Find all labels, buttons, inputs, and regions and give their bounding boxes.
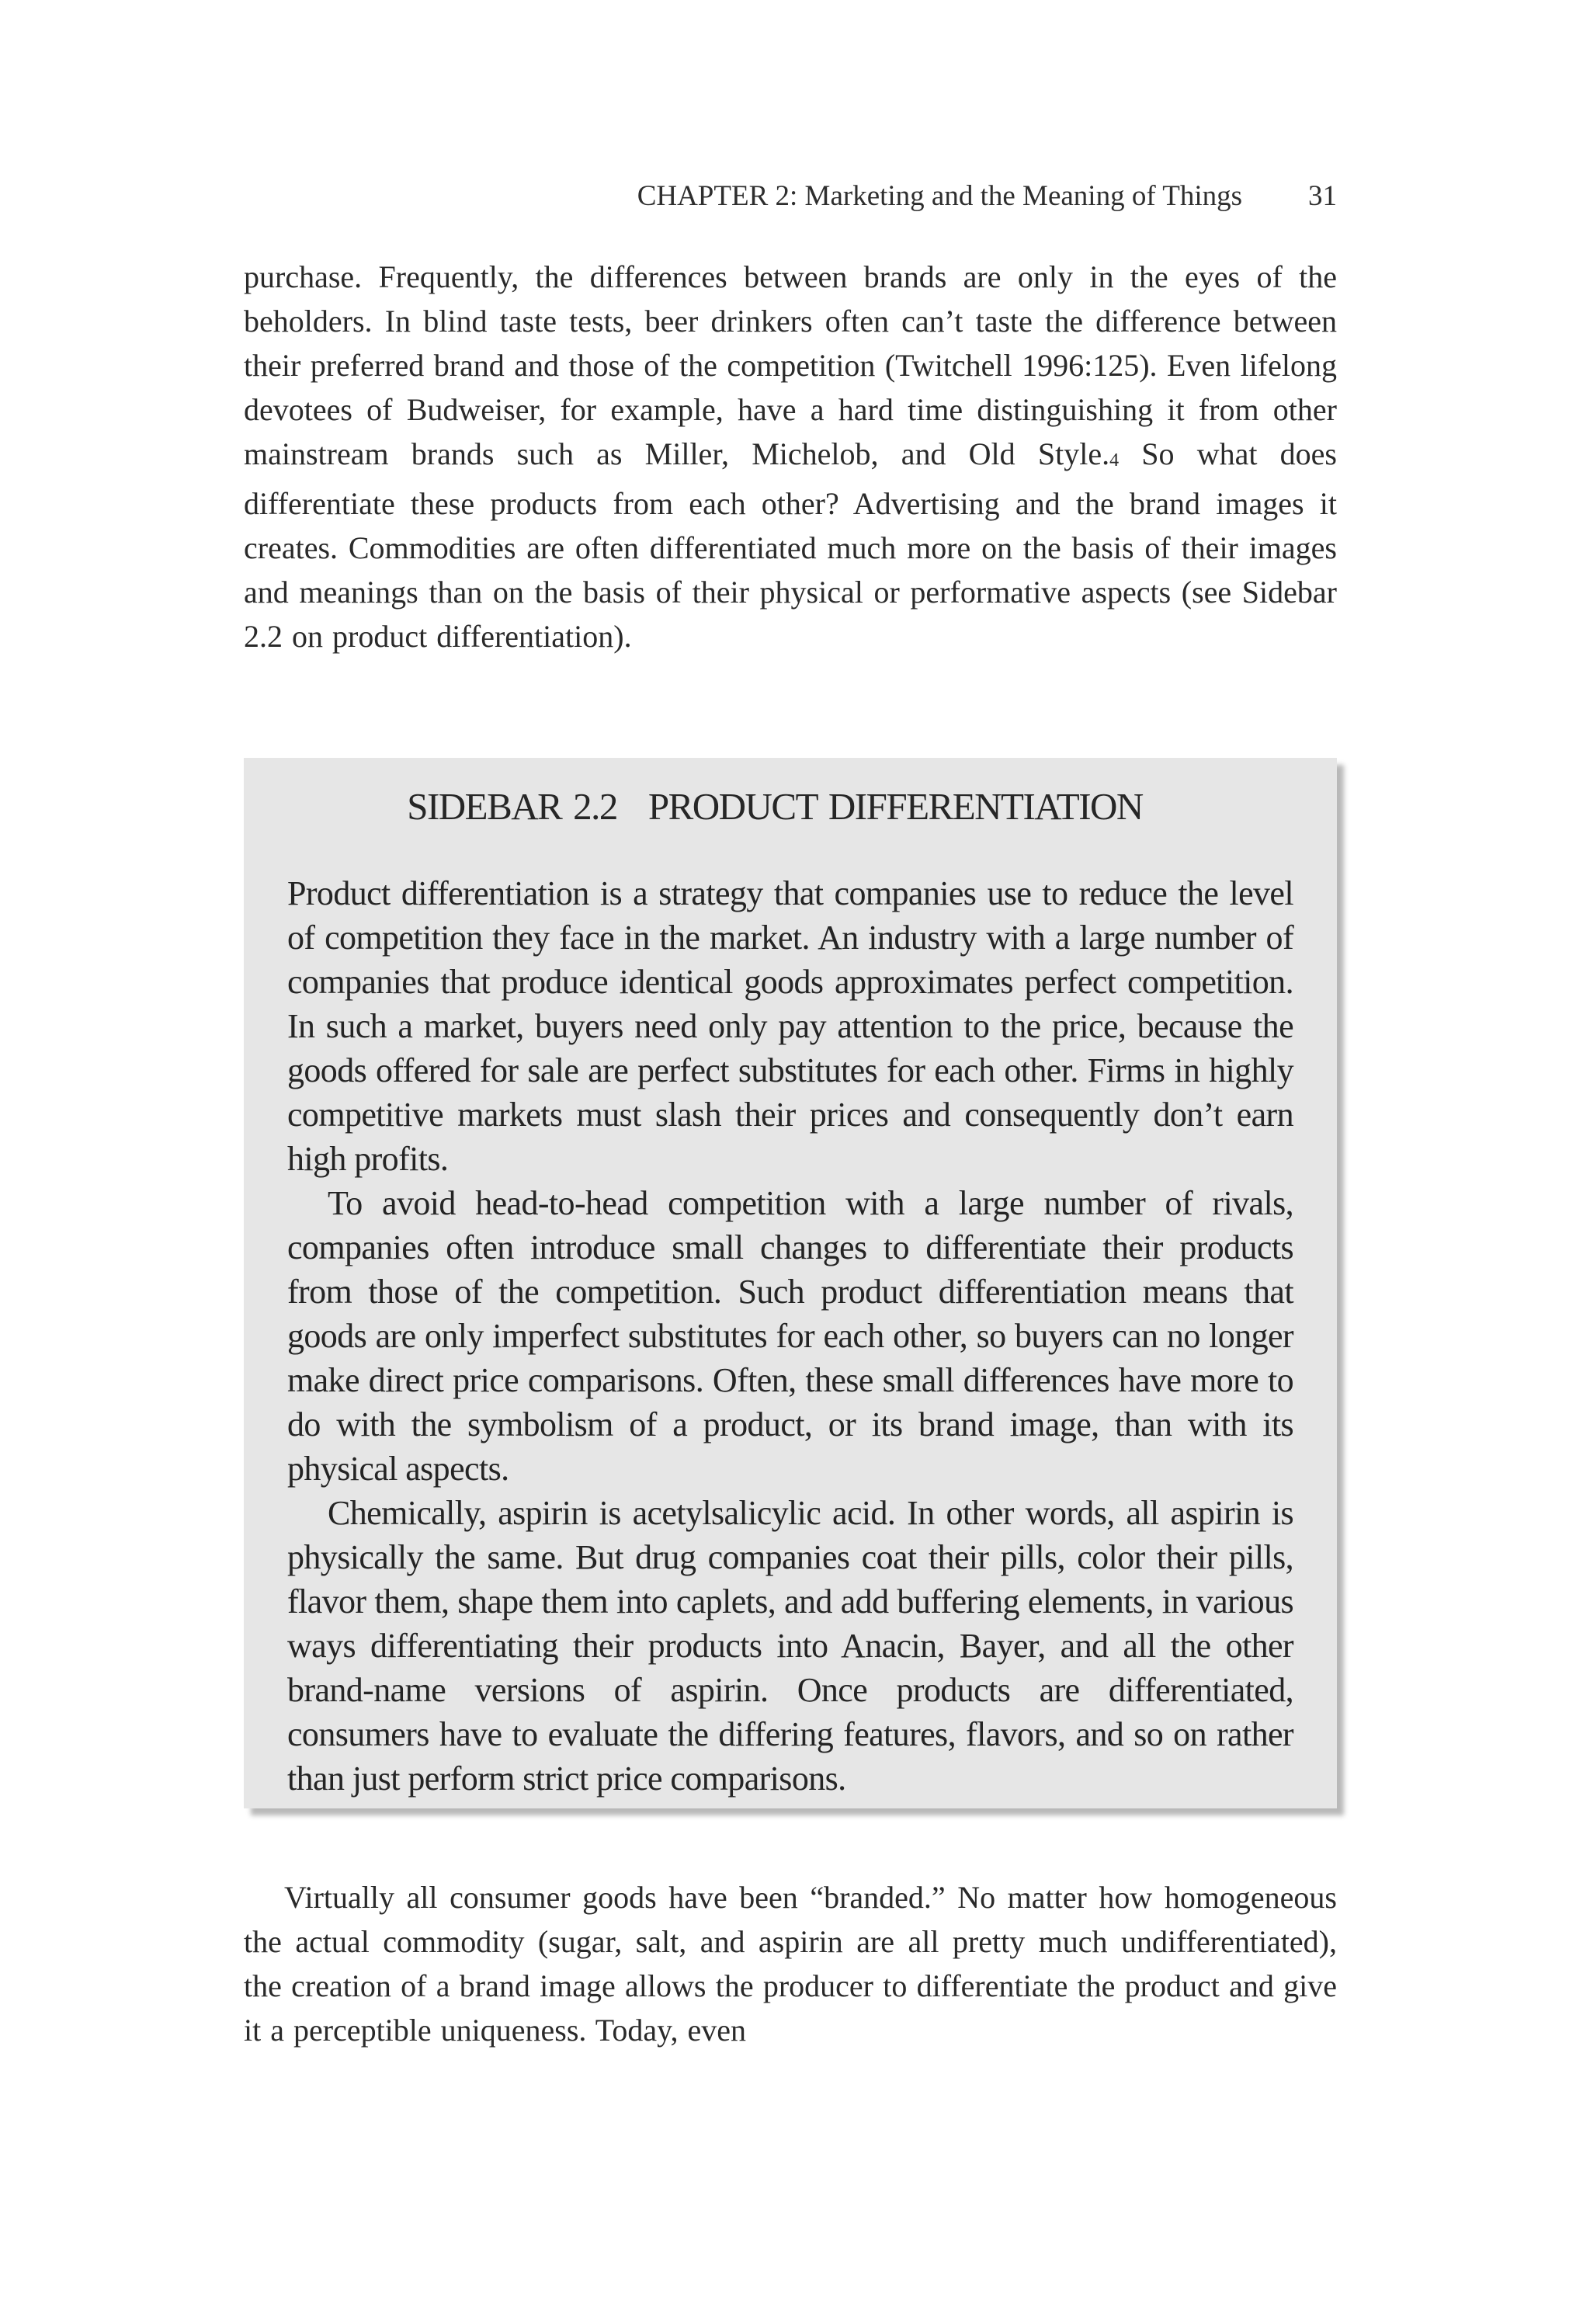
paragraph-text-continued: So what does differentiate these products from each other? Advertising and the brand images it creates. Commodities are often differentiated much more on the basis of their images and meanings than on the basis of their physical or performative aspects (see Sidebar 2.2 on product differentiation). [244, 436, 1337, 654]
sidebar-paragraph: Product differentiation is a strategy that companies use to reduce the level of competition they face in the market. An industry with a large number of companies that produce identical goods approximates perfect competition. In such a market, buyers need only pay attention to the price, because the goods offered for sale are perfect substitutes for each other. Firms in highly competitive markets must slash their prices and consequently don’t earn high profits. [287, 874, 1293, 1178]
sidebar-heading [287, 780, 1293, 834]
paragraph [244, 255, 1337, 658]
paragraph-text: purchase. Frequently, the differences between brands are only in the eyes of the beholders. In blind taste tests, beer drinkers often can’t taste the difference between their preferred brand and those of the competition (Twitchell 1996:125). Even lifelong devotees of Budweiser, for example, have a hard time distinguishing it from other mainstream brands such as Miller, Michelob, and Old Style. [244, 259, 1337, 471]
sidebar-paragraph: To avoid head-to-head competition with a large number of rivals, companies often introduce small changes to differentiate their products from those of the competition. Such product differentiation means that goods are only imperfect substitutes for each other, so buyers can no longer make direct price comparisons. Often, these small differences have more to do with the symbolism of a product, or its brand image, than with its physical aspects. [287, 1184, 1293, 1488]
body-text-bottom [244, 1875, 1337, 2052]
chapter-title: CHAPTER 2: Marketing and the Meaning of Things [637, 180, 1242, 212]
body-text-top [244, 255, 1337, 658]
sidebar-paragraph: Chemically, aspirin is acetylsalicylic acid. In other words, all aspirin is physically the same. But drug companies coat their pills, color their pills, flavor them, shape them into caplets, and add buffering elements, in various ways differentiating their products into Anacin, Bayer, and all the other brand-name versions of aspirin. Once products are differentiated, consumers have to evaluate the differing features, flavors, and so on rather than just perform strict price comparisons. [287, 1494, 1293, 1798]
sidebar-title: PRODUCT DIFFERENTIATION [647, 785, 1143, 828]
sidebar-label: SIDEBAR 2.2 [407, 785, 617, 828]
endnote-reference[interactable]: 4 [1109, 450, 1120, 471]
sidebar-body [287, 871, 1293, 1801]
paragraph: Virtually all consumer goods have been “branded.” No matter how homogeneous the actual commodity (sugar, salt, and aspirin are all pretty much undifferentiated), the creation of a brand image allows the producer to differentiate the product and give it a perceptible uniqueness. Today, even [244, 1880, 1337, 2048]
sidebar-box [244, 758, 1337, 1808]
page-number: 31 [1308, 180, 1337, 212]
running-head [244, 177, 1337, 216]
